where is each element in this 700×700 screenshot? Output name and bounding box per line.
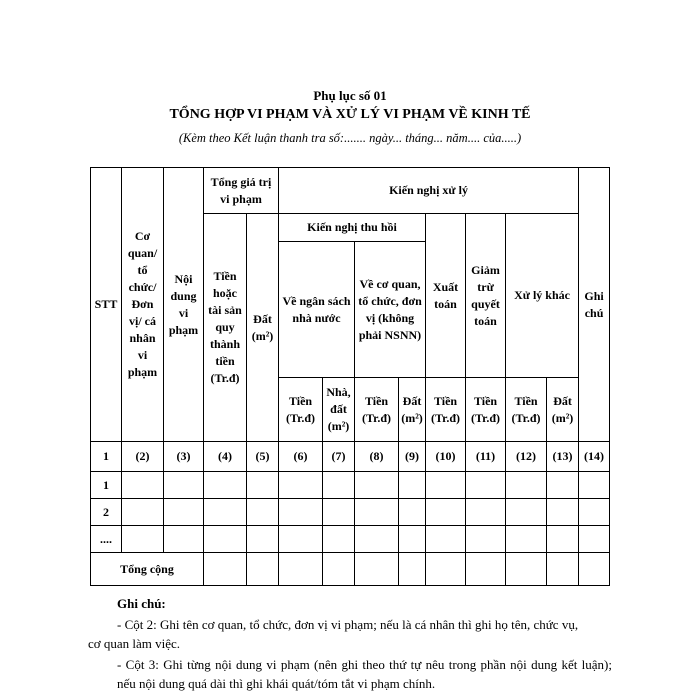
sub-header-money: Tiền (Tr.đ) [426, 378, 466, 442]
column-number: (8) [355, 442, 399, 472]
header-land-total: Đất (m²) [247, 214, 279, 442]
sub-header-land: Đất (m²) [399, 378, 426, 442]
header-total-value: Tổng giá trị vi phạm [204, 168, 279, 214]
header-recover: Kiến nghị thu hồi [279, 214, 426, 242]
row-index: 2 [91, 499, 122, 526]
document-title: TỔNG HỢP VI PHẠM VÀ XỬ LÝ VI PHẠM VỀ KINH TẾ [169, 107, 531, 122]
total-label: Tổng cộng [91, 553, 204, 586]
column-number: (3) [164, 442, 204, 472]
column-number: 1 [91, 442, 122, 472]
row-index: 1 [91, 472, 122, 499]
note-column-2 [88, 615, 612, 653]
column-number: (11) [466, 442, 506, 472]
header-content: Nội dung vi phạm [164, 168, 204, 442]
column-number: (10) [426, 442, 466, 472]
sub-header-money: Tiền (Tr.đ) [279, 378, 323, 442]
header-recommend: Kiến nghị xử lý [279, 168, 579, 214]
header-agency: Cơ quan/ tổ chức/ Đơn vị/ cá nhân vi phạm [122, 168, 164, 442]
column-number: (6) [279, 442, 323, 472]
header-agencies: Về cơ quan, tổ chức, đơn vị (không phải NSNN) [355, 242, 426, 378]
note-column-2-line1: - Cột 2: Ghi tên cơ quan, tổ chức, đơn vị vi phạm; nếu là cá nhân thì ghi họ tên, chức vụ, [117, 617, 579, 632]
column-number-row [91, 442, 610, 472]
row-index: .... [91, 526, 122, 553]
header-money-or-asset: Tiền hoặc tài sản quy thành tiền (Tr.đ) [204, 214, 247, 442]
total-row [91, 553, 610, 586]
table-row [91, 526, 610, 553]
column-number: (12) [506, 442, 547, 472]
header-state-budget: Về ngân sách nhà nước [279, 242, 355, 378]
header-deduct: Giảm trừ quyết toán [466, 214, 506, 378]
sub-header-house-land: Nhà, đất (m²) [323, 378, 355, 442]
header-other: Xử lý khác [506, 214, 579, 378]
sub-header-money: Tiền (Tr.đ) [466, 378, 506, 442]
column-number: (5) [247, 442, 279, 472]
header-write-off: Xuất toán [426, 214, 466, 378]
note-column-3 [117, 655, 612, 693]
column-number: (9) [399, 442, 426, 472]
column-number: (13) [547, 442, 579, 472]
notes-heading: Ghi chú: [117, 596, 166, 611]
violation-summary-table [90, 167, 610, 586]
sub-header-land: Đất (m²) [547, 378, 579, 442]
appendix-label: Phụ lục số 01 [313, 88, 387, 103]
sub-header-money: Tiền (Tr.đ) [506, 378, 547, 442]
column-number: (7) [323, 442, 355, 472]
header-note: Ghi chú [579, 168, 610, 442]
table-row [91, 499, 610, 526]
note-column-3-text: - Cột 3: Ghi từng nội dung vi phạm (nên ghi theo thứ tự nêu trong phần nội dung kết luận); nếu nội dung quá dài thì ghi khái quát/tóm tắt vi phạm chính. [117, 657, 612, 691]
note-column-2-line2: cơ quan làm việc. [88, 636, 181, 651]
header-stt: STT [91, 168, 122, 442]
column-number: (4) [204, 442, 247, 472]
table-row [91, 472, 610, 499]
column-number: (2) [122, 442, 164, 472]
column-number: (14) [579, 442, 610, 472]
document-subtitle: (Kèm theo Kết luận thanh tra số:....... ngày... tháng... năm.... của.....) [178, 131, 522, 145]
sub-header-money: Tiền (Tr.đ) [355, 378, 399, 442]
